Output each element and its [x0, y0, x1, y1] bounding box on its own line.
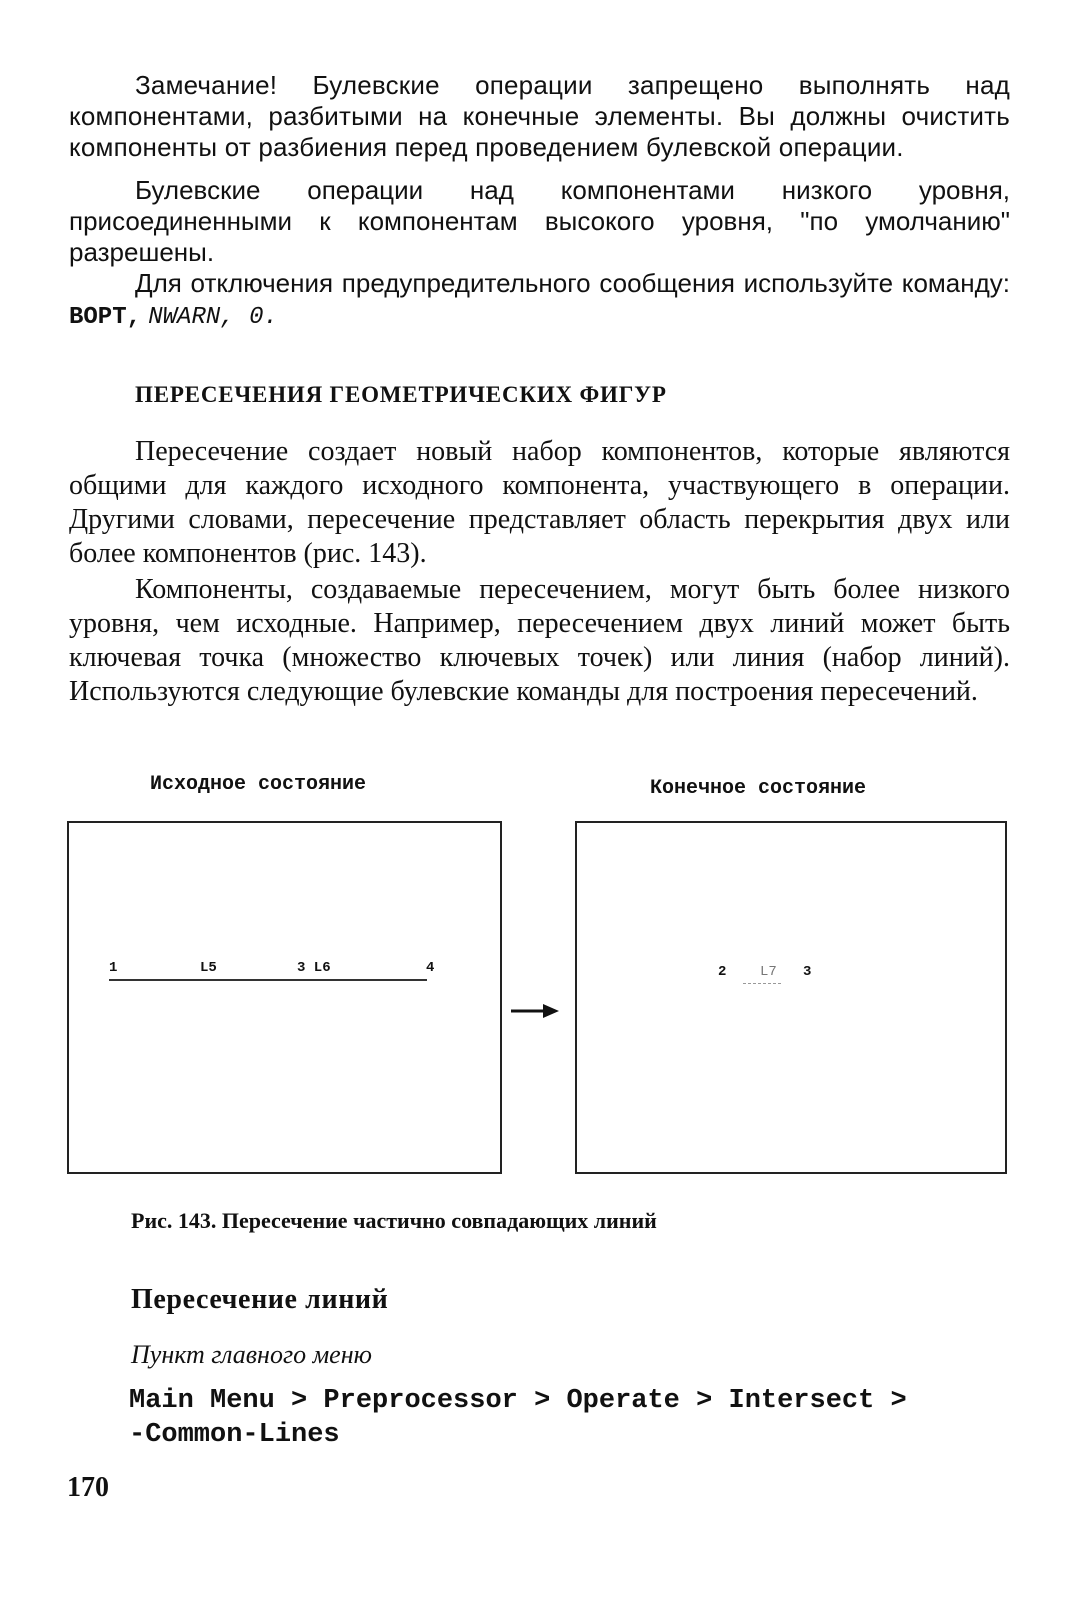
- body-paragraph-2: Компоненты, создаваемые пересечением, могут быть более низкого уровня, чем исходные. Например, пересечением двух линий может быть ключевая точка (множество ключевых точек) или линия (набор линий). Используются следующие булевские команды для построения пересечений.: [69, 574, 1010, 707]
- subsection-heading: Пересечение линий: [131, 1284, 389, 1315]
- command-args: NWARN, 0.: [148, 304, 278, 331]
- keypoint-line-label: 3 L6: [297, 960, 331, 976]
- keypoint-label: 3: [803, 964, 812, 980]
- page-number: 170: [67, 1472, 109, 1503]
- menu-label: Пункт главного меню: [131, 1340, 372, 1369]
- section-heading: ПЕРЕСЕЧЕНИЯ ГЕОМЕТРИЧЕСКИХ ФИГУР: [135, 382, 667, 407]
- line-segment: [743, 983, 781, 984]
- note-paragraph: Замечание! Булевские операции запрещено выполнять над компонентами, разбитыми на конечные элементы. Вы должны очистить компоненты от разбиения перед проведением булевской операции.: [69, 70, 1010, 162]
- body-paragraph-1: Пересечение создает новый набор компонентов, которые являются общими для каждого исходного компонента, участвующего в операции. Другими словами, пересечение представляет область перекрытия двух или более компонентов (рис. 143).: [69, 436, 1010, 569]
- menu-path-line: -Common-Lines: [129, 1420, 340, 1450]
- keypoint-label: 1: [109, 960, 118, 976]
- arrow-icon: [511, 1003, 559, 1019]
- keypoint-label: 4: [426, 960, 435, 976]
- command-name: BOPT,: [69, 304, 142, 331]
- figure-right-title: Конечное состояние: [650, 777, 867, 800]
- figure-caption: Рис. 143. Пересечение частично совпадающих линий: [131, 1208, 657, 1233]
- menu-path: [129, 1384, 907, 1452]
- note-text: Для отключения предупредительного сообщения используйте команду:: [135, 268, 1010, 298]
- keypoint-label: 2: [718, 964, 727, 980]
- line-label: L7: [760, 964, 777, 980]
- line-label: L5: [200, 960, 217, 976]
- note-block: [69, 70, 1010, 333]
- section-body: [69, 435, 1010, 709]
- figure-right-panel: [575, 821, 1007, 1174]
- figure-left-panel: [67, 821, 502, 1174]
- line-segment: [109, 979, 427, 981]
- menu-path-line: Main Menu > Preprocessor > Operate > Intersect >: [129, 1386, 907, 1416]
- figure-left-title: Исходное состояние: [150, 773, 367, 796]
- note-paragraph-3: [69, 268, 1010, 333]
- note-paragraph-2: Булевские операции над компонентами низкого уровня, присоединенными к компонентам высокого уровня, "по умолчанию" разрешены.: [69, 175, 1010, 267]
